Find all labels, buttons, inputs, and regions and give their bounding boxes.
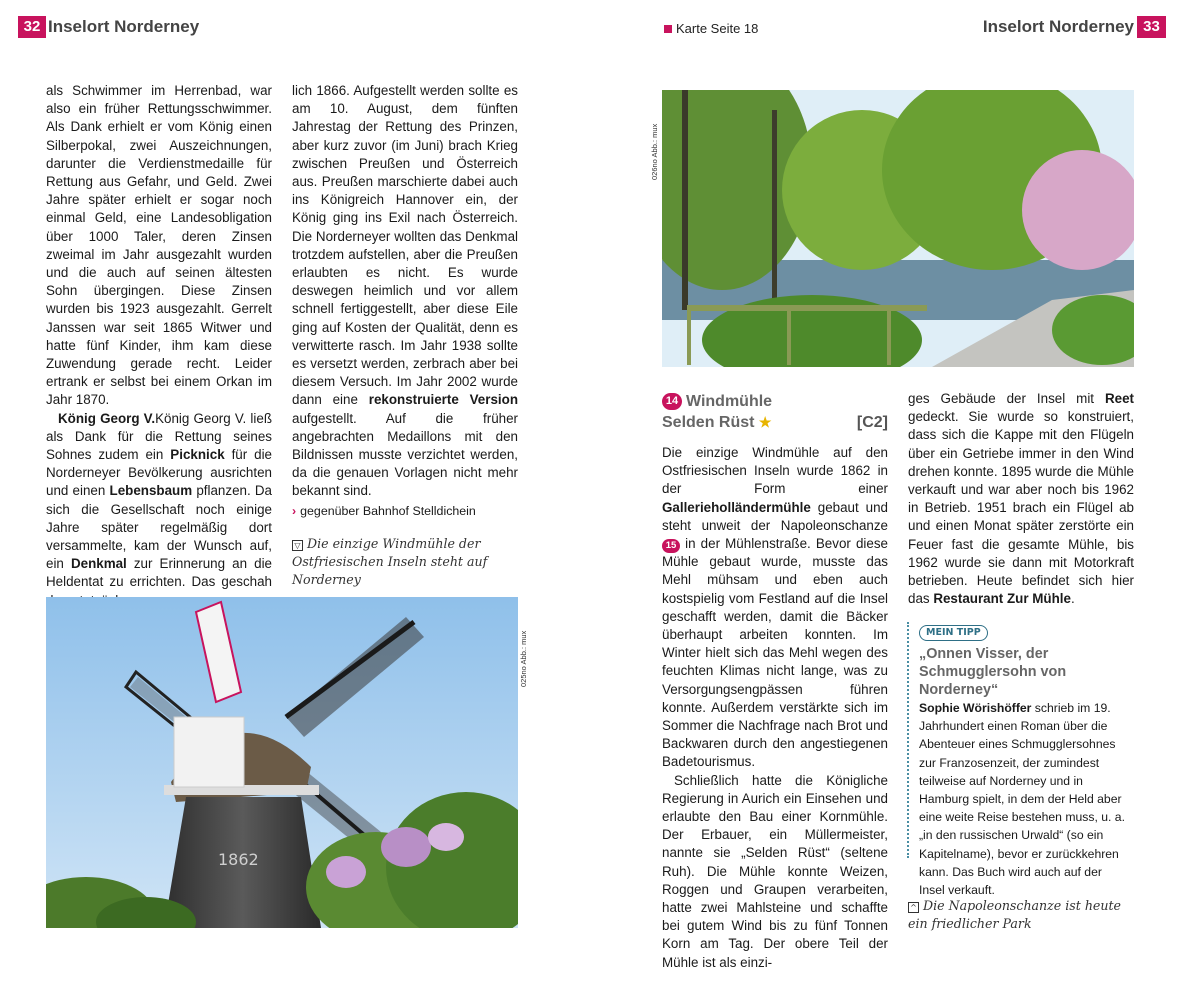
- keyword: Restaurant Zur Mühle: [933, 591, 1071, 607]
- windmill-year-label: 1862: [218, 850, 259, 869]
- text-run: .: [1070, 591, 1075, 607]
- running-head-left: Inselort Norderney: [48, 17, 200, 36]
- text-run: gebaut und steht unweit der Napoleonschanze: [662, 499, 888, 533]
- right-column-1: [662, 444, 888, 972]
- keyword: Lebensbaum: [109, 483, 193, 499]
- keyword: rekonstruierte Version: [368, 392, 518, 408]
- section-heading: [662, 391, 888, 433]
- paragraph: Schließlich hatte die Königliche Regierung in Aurich ein Einsehen und erlaubte den Bau einer Kornmühle. Der Erbauer, ein Müllermeister, nannte sie „Selden Rüst“ (seltene Ruh). Die Mühle konnte Weizen, Roggen und Graupen verarbeiten, hatte zwei Mahlsteine und schaffte bei gutem Wind bis zu fünf Tonnen Korn am Tag. Der obere Teil der Mühle ist als einzi-: [662, 772, 888, 970]
- keyword: Reet: [1104, 391, 1134, 406]
- star-icon: ★: [758, 414, 772, 430]
- text-run: König Georg V. ließ als Dank für die Rettung seines Sohnes zudem ein: [46, 410, 273, 463]
- direction-note: [292, 502, 518, 520]
- caption-arrow-icon: ▽: [292, 540, 303, 551]
- text-run: für die Norderneyer Bevölkerung ausrichten und einen: [46, 447, 273, 499]
- paragraph: [662, 444, 888, 772]
- left-column-1: [46, 82, 272, 610]
- text-run: aufgestellt. Auf die früher angebrachten Medaillons mit den Bildnissen musste verzichtet werden, da die genauen Vorlagen nicht mehr bekannt sind.: [292, 410, 518, 499]
- direction-text: gegenüber Bahnhof Stelldichein: [300, 503, 476, 518]
- photo-credit-left: 025no Abb.: mux: [519, 630, 528, 687]
- keyword: Gallerieholländermühle: [662, 499, 811, 515]
- windmill-illustration: [46, 597, 518, 928]
- map-reference[interactable]: [664, 20, 758, 38]
- text-run: zur Erinnerung an die Heldentat zu errichten. Das geschah: [46, 556, 272, 590]
- left-column-2: [292, 82, 518, 520]
- paragraph: [292, 82, 518, 501]
- keyword: Picknick: [170, 447, 225, 463]
- section-subtitle: Selden Rüst: [662, 414, 755, 431]
- text-run: lich 1866. Aufgestellt werden sollte es am 10. August, dem fünften Jahrestag der Rettung des Prinzen, aber kurz zuvor (im Juni) brach Krieg zwischen Preußen und Österreich aus. Preußen marschierte dabei auch ins Königreich Hannover ein, der König ging ins Exil nach Österreich. Die Norderneyer wollten das Denkmal trotzdem aufstellen, aber die Preußen erlaubten es nicht. Es wurde deswegen heimlich und vor allem schnell fertiggestellt, aber diese Eile ging auf Kosten der Qualität, denn es verwitterte rasch. Im Jahr 1938 sollte es versetzt werden, zerbrach aber bei diesem Versuch. Im Jahr 2002 wurde dann eine: [292, 83, 518, 408]
- running-head-right: Inselort Norderney: [982, 17, 1134, 36]
- caption-windmill: [292, 535, 518, 589]
- windmill-photo: [46, 597, 518, 928]
- grid-reference[interactable]: [C2]: [856, 414, 888, 431]
- tip-title: „Onnen Visser, der Schmugglersohn von Norderney“: [919, 646, 1067, 698]
- map-reference-label: Karte Seite 18: [676, 21, 759, 36]
- section-title: Windmühle: [686, 393, 773, 410]
- caption-text: Die Napoleonschanze ist heute ein friedlicher Park: [908, 898, 1122, 931]
- map-square-icon: [664, 25, 672, 33]
- tip-author: Sophie Wörishöffer: [919, 701, 1032, 715]
- page-number-right: 33: [1137, 16, 1166, 38]
- paragraph: als Schwimmer im Herrenbad, war also ein früher Rettungsschwimmer. Als Dank erhielt er vom König einen Silberpokal, zwei Auszeichnungen, darunter die Verdienstmedaille für Rettung aus Gefahr, und Geld. Zwei Jahre später erhielt er sogar noch einmal Geld, eine Landesobligation über 1000 Taler, deren Zinsen zweimal im Jahr ausgezahlt wurden und die auch auf seinen ältesten Sohn übergingen. Diese Zinsen wurden bis 1923 ausgezahlt. Gerrelt Janssen war seit 1865 Witwer und hatte fünf Kinder, ihm kam diese Zuwendung gerade recht. Leider ertrank er selbst bei einem Orkan im Jahr 1870.: [46, 83, 272, 408]
- paragraph: [908, 390, 1134, 608]
- caption-arrow-icon: ^: [908, 902, 919, 913]
- tip-text: [919, 699, 1129, 899]
- reference-badge[interactable]: 15: [662, 539, 680, 553]
- text-run: gedeckt. Sie wurde so konstruiert, dass sich die Kappe mit den Flügeln über ein Getriebe immer in den Wind drehen konnte. 1895 wurde die Mühle verkauft und war aber noch bis 1962 in Betrieb. 1951 brach ein Flügel ab und einen Monat später zerstörte ein Feuer fast die gesamte Mühle, bis 1962 wurde sie dann mit Motorkraft betrieben. Heute befindet sich hier das: [908, 409, 1134, 607]
- tip-body: schrieb im 19. Jahrhundert einen Roman über die Abenteuer eines Schmugglersohnes zur Franzosenzeit, der zumindest teilweise auf Norderney und in Hamburg spielt, in dem der Held aber eine weite Reise bestehen muss, u. a. „in den russischen Urwald“ (so ein Kapitelname), bevor er zurückkehren kann. Das Buch wird auch auf der Insel verkauft.: [919, 701, 1125, 898]
- park-photo: [662, 90, 1134, 367]
- section-title-line2: [662, 412, 888, 433]
- caption-text: Die einzige Windmühle der Ostfriesischen Inseln steht auf Norderney: [292, 536, 488, 587]
- caption-park: [908, 897, 1134, 933]
- section-title-line1: [662, 391, 888, 412]
- text-run: ges Gebäude der Insel mit: [908, 391, 1105, 406]
- person-name: König Georg V.: [58, 410, 156, 426]
- photo-credit-right: 026no Abb.: mux: [650, 123, 659, 180]
- page-number-left: 32: [18, 16, 46, 38]
- section-number-badge: 14: [662, 393, 682, 410]
- tip-box: [907, 622, 1129, 898]
- chevron-right-icon: ›: [292, 503, 297, 518]
- text-run: pflanzen. Da sich die Gesellschaft noch einige Jahre später regelmäßig dort versammelte, kam der Wunsch auf, ein: [46, 483, 273, 572]
- keyword: Denkmal: [70, 556, 127, 572]
- right-column-2: [908, 390, 1134, 608]
- paragraph: [46, 410, 272, 610]
- park-illustration: [662, 90, 1134, 367]
- text-run: in der Mühlenstraße. Bevor diese Mühle gebaut wurde, musste das Mehl mühsam und eben auch kostspielig vom Festland auf die Insel geschafft werden, damit die Bäcker überhaupt arbeiten konnten. Im Winter hielt sich das Mehl wegen des feuchten Klimas nicht lange, was zu Versorgungsengpässen führen konnte. Außerdem verstärkte sich im Sommer die Nachfrage nach Brot und Backwaren durch den angestiegenen Badetourismus.: [662, 536, 888, 770]
- tip-label: MEIN TIPP: [919, 625, 988, 641]
- text-run: Die einzige Windmühle auf den Ostfriesischen Inseln wurde 1862 in der Form einer: [662, 445, 888, 497]
